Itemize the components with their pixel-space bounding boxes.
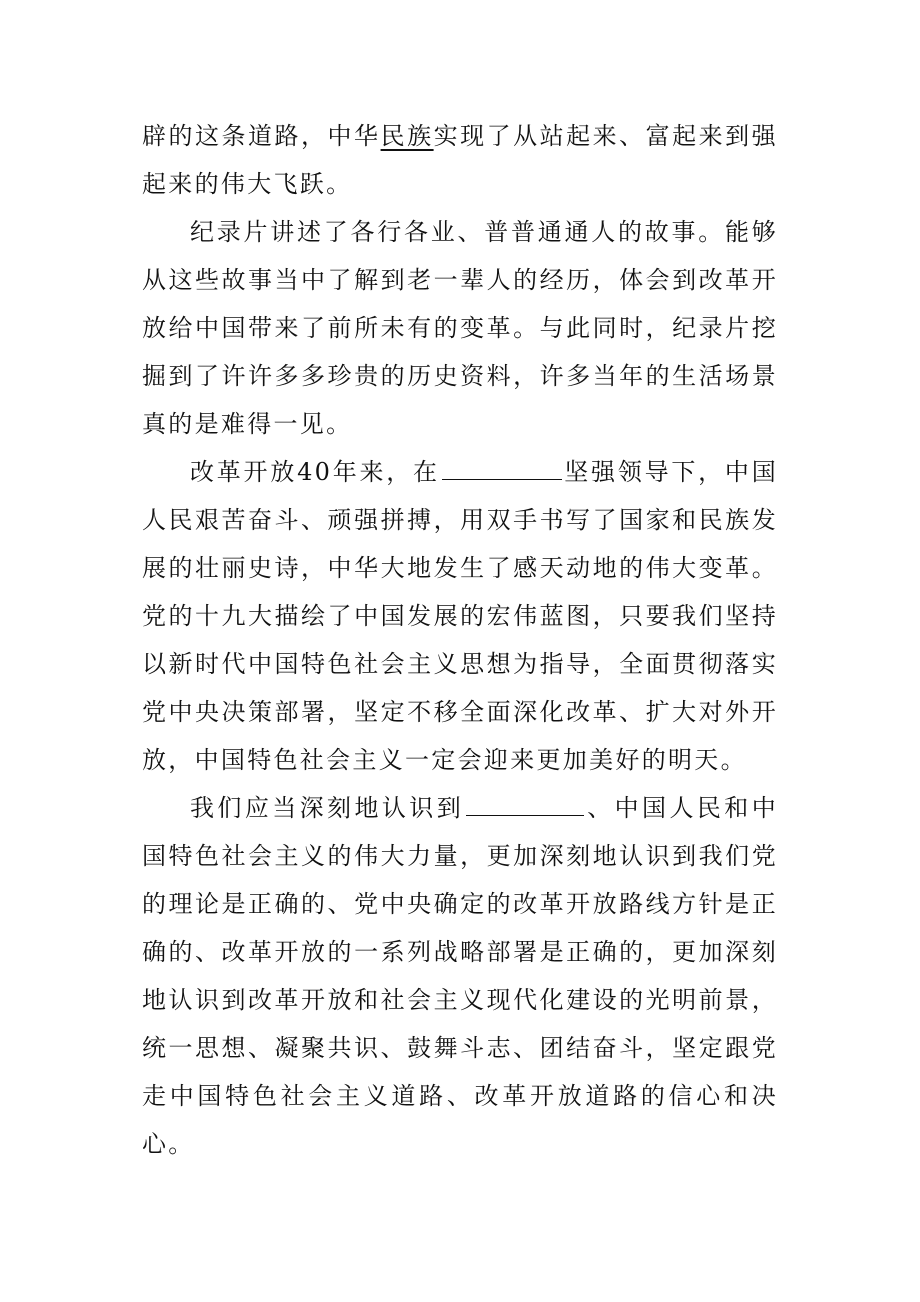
document-page xyxy=(142,112,778,1168)
paragraph-3-text-before: 改革开放40年来，在 xyxy=(190,458,440,486)
paragraph-4 xyxy=(142,784,778,1168)
fill-in-blank-1 xyxy=(442,454,562,480)
paragraph-4-text-before: 我们应当深刻地认识到 xyxy=(190,794,465,822)
paragraph-1-text-after: 实现了从站起来、富起来到强起来的伟大飞跃。 xyxy=(142,122,778,198)
paragraph-1-text-before: 辟的这条道路，中华 xyxy=(142,122,381,150)
underlined-term: 民族 xyxy=(380,122,434,150)
paragraph-1 xyxy=(142,112,778,208)
paragraph-3 xyxy=(142,448,778,784)
paragraph-4-text-after: 、中国人民和中国特色社会主义的伟大力量，更加深刻地认识到我们党的理论是正确的、党中央确定的改革开放路线方针是正确的、改革开放的一系列战略部署是正确的，更加深刻地认识到改革开放和社会主义现代化建设的光明前景，统一思想、凝聚共识、鼓舞斗志、团结奋斗，坚定跟党走中国特色社会主义道路、改革开放道路的信心和决心。 xyxy=(142,794,779,1158)
fill-in-blank-2 xyxy=(466,790,584,816)
paragraph-3-text-after: 坚强领导下，中国人民艰苦奋斗、顽强拼搏，用双手书写了国家和民族发展的壮丽史诗，中华大地发生了感天动地的伟大变革。党的十九大描绘了中国发展的宏伟蓝图，只要我们坚持以新时代中国特色社会主义思想为指导，全面贯彻落实党中央决策部署，坚定不移全面深化改革、扩大对外开放，中国特色社会主义一定会迎来更加美好的明天。 xyxy=(142,458,778,774)
paragraph-2: 纪录片讲述了各行各业、普普通通人的故事。能够从这些故事当中了解到老一辈人的经历，体会到改革开放给中国带来了前所未有的变革。与此同时，纪录片挖掘到了许许多多珍贵的历史资料，许多当年的生活场景真的是难得一见。 xyxy=(142,218,778,438)
